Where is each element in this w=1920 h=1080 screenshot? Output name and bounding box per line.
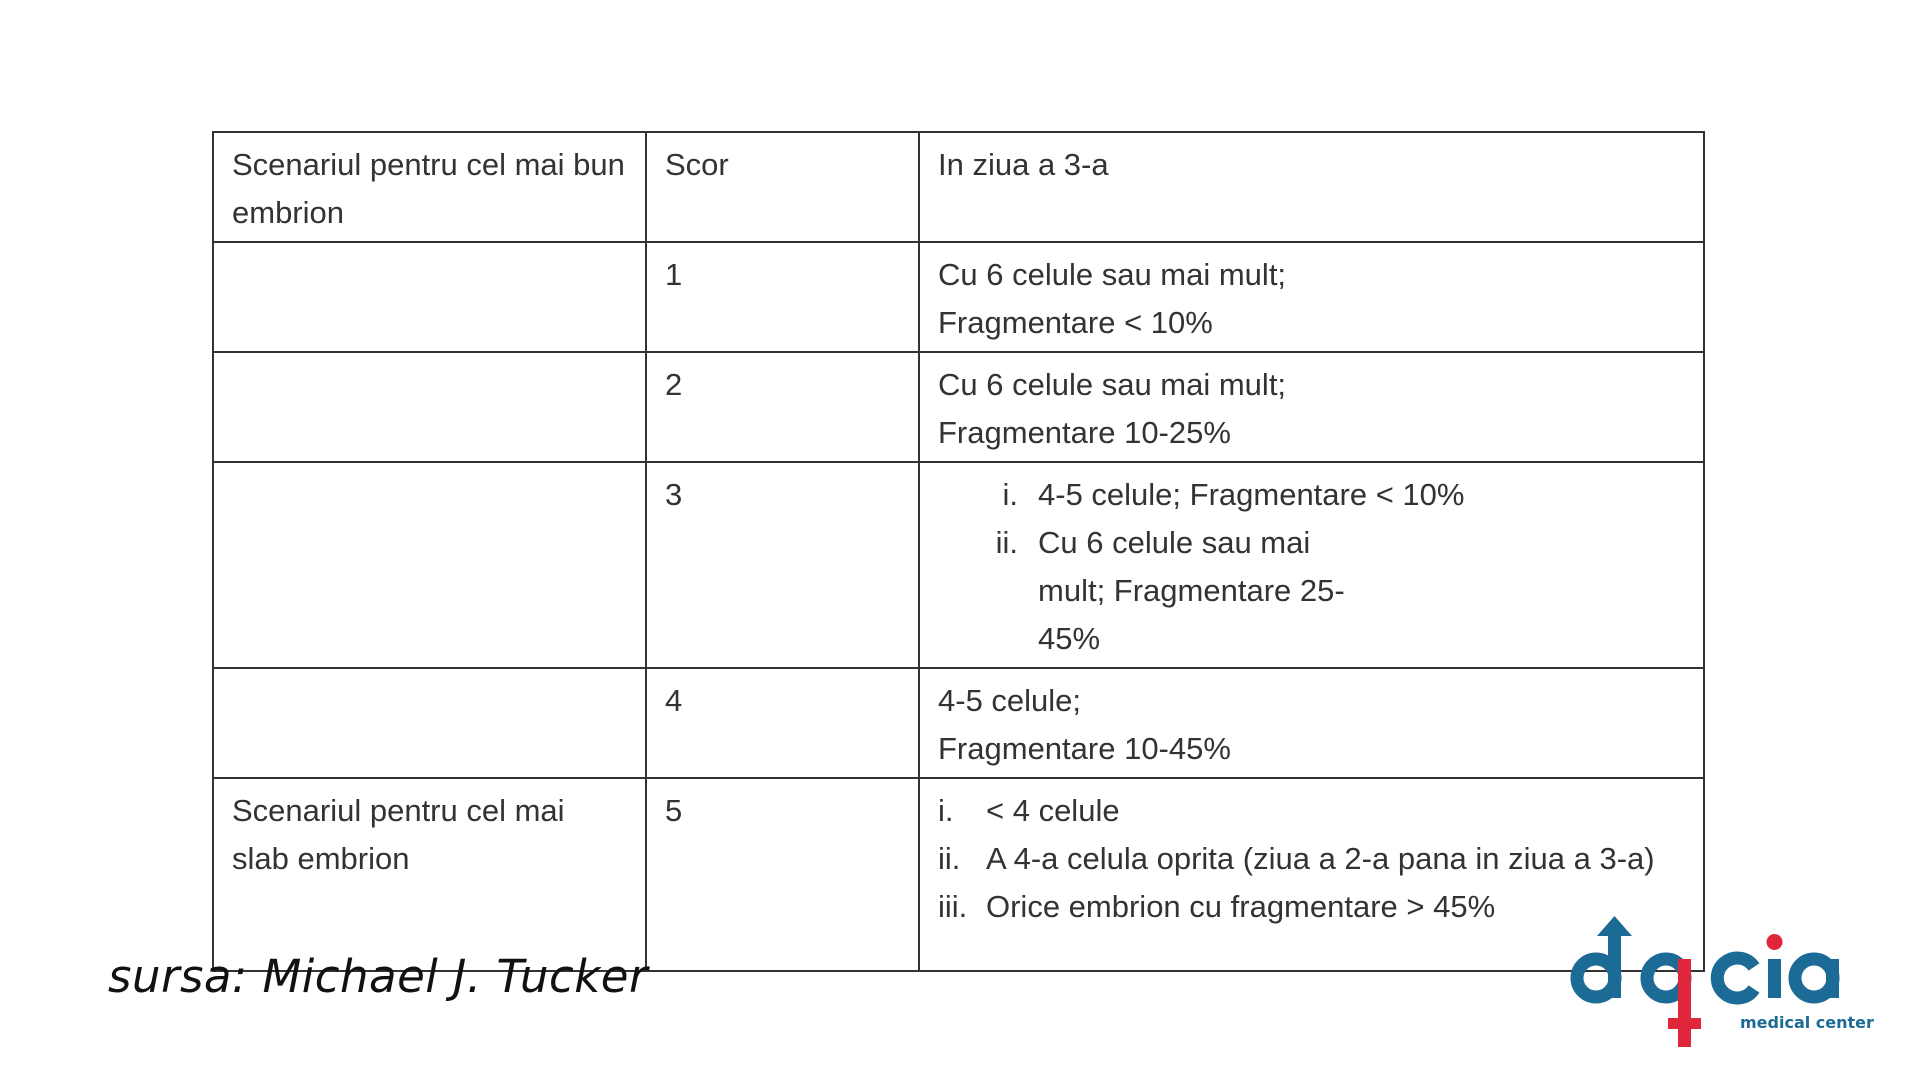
logo-tagline: medical center xyxy=(1740,1013,1874,1032)
criteria-line: Cu 6 celule sau mai mult; xyxy=(938,257,1287,292)
criteria-line: Fragmentare < 10% xyxy=(938,305,1213,340)
criteria-line: Fragmentare 10-45% xyxy=(938,731,1231,766)
logo-letter-q xyxy=(1647,959,1701,1047)
scenario-cell: Scenariul pentru cel mai slab embrion xyxy=(213,778,646,971)
item-number: i. xyxy=(1002,477,1018,512)
item-number: ii. xyxy=(938,841,961,876)
item-text: 4-5 celule; Fragmentare < 10% xyxy=(1038,477,1465,512)
criteria-item xyxy=(938,835,1685,883)
score-cell: 1 xyxy=(646,242,919,352)
item-text: Orice embrion cu fragmentare > 45% xyxy=(986,889,1496,924)
criteria-cell xyxy=(919,242,1704,352)
criteria-line: Cu 6 celule sau mai mult; xyxy=(938,367,1287,402)
header-score: Scor xyxy=(646,132,919,242)
scenario-cell xyxy=(213,352,646,462)
score-cell: 2 xyxy=(646,352,919,462)
dacia-medical-center-logo xyxy=(1570,912,1874,1052)
item-text: A 4-a celula oprita (ziua a 2-a pana in ziua a 3-a) xyxy=(986,841,1655,876)
table-row xyxy=(213,668,1704,778)
item-number: iii. xyxy=(938,889,968,924)
criteria-item xyxy=(938,787,1685,835)
header-scenario: Scenariul pentru cel mai bun embrion xyxy=(213,132,646,242)
table-header-row xyxy=(213,132,1704,242)
criteria-list xyxy=(938,787,1685,931)
item-text: Cu 6 celule sau mai mult; Fragmentare 25-45% xyxy=(1038,525,1345,656)
score-cell: 4 xyxy=(646,668,919,778)
scenario-cell xyxy=(213,668,646,778)
criteria-cell xyxy=(919,462,1704,668)
criteria-cell xyxy=(919,352,1704,462)
scenario-cell xyxy=(213,462,646,668)
scenario-cell xyxy=(213,242,646,352)
table-row xyxy=(213,462,1704,668)
embryo-grading-table xyxy=(212,131,1705,972)
item-number: i. xyxy=(938,793,954,828)
score-cell: 5 xyxy=(646,778,919,971)
criteria-list xyxy=(938,471,1685,663)
source-caption: sursa: Michael J. Tucker xyxy=(108,950,648,1003)
criteria-cell xyxy=(919,668,1704,778)
criteria-line: 4-5 celule; xyxy=(938,683,1082,718)
item-text: < 4 celule xyxy=(986,793,1120,828)
item-number: ii. xyxy=(995,525,1018,560)
table-row xyxy=(213,352,1704,462)
score-cell: 3 xyxy=(646,462,919,668)
table-row xyxy=(213,242,1704,352)
logo-letter-a xyxy=(1795,959,1839,998)
criteria-item xyxy=(970,471,1685,519)
criteria-item xyxy=(970,519,1685,663)
header-day3: In ziua a 3-a xyxy=(919,132,1704,242)
logo-letter-i xyxy=(1767,934,1783,998)
logo-letter-d xyxy=(1577,916,1632,998)
criteria-line: Fragmentare 10-25% xyxy=(938,415,1231,450)
logo-letter-c xyxy=(1717,958,1754,998)
table-row xyxy=(213,778,1704,971)
